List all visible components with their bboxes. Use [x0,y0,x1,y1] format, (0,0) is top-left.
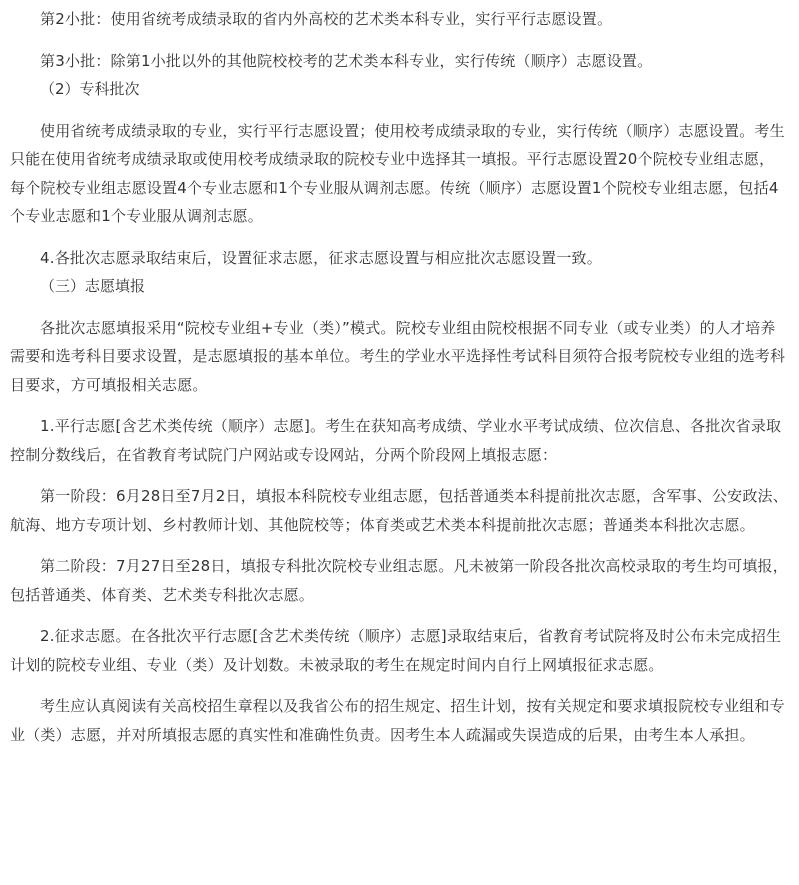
paragraph-stage-one: 第一阶段：6月28日至7月2日，填报本科院校专业组志愿，包括普通类本科提前批次志愿，含军事、公安政法、航海、地方专项计划、乡村教师计划、其他院校等；体育类或艺术类本科提前批次志愿；普通类本科批次志愿。 [10,487,788,534]
subheading-junior-college: （2）专科批次 [40,80,140,98]
paragraph-application-mode: 各批次志愿填报采用“院校专业组+专业（类）”模式。院校专业组由院校根据不同专业（或专业类）的人才培养需要和选考科目要求设置，是志愿填报的基本单位。考生的学业水平选择性考试科目须符合报考院校专业组的选考科目要求，方可填报相关志愿。 [10,318,786,394]
paragraph-stage-two: 第二阶段：7月27日至28日，填报专科批次院校专业组志愿。凡未被第一阶段各批次高校录取的考生均可填报，包括普通类、体育类、艺术类专科批次志愿。 [10,557,788,604]
paragraph-batch-3: 第3小批：除第1小批以外的其他院校校考的艺术类本科专业，实行传统（顺序）志愿设置。 [40,51,653,70]
paragraph-supplementary: 4.各批次志愿录取结束后，设置征求志愿，征求志愿设置与相应批次志愿设置一致。 [40,248,602,267]
paragraph-junior-college: 使用省统考成绩录取的专业，实行平行志愿设置；使用校考成绩录取的专业，实行传统（顺序）志愿设置。考生只能在使用省统考成绩录取或使用校考成绩录取的院校专业中选择其一填报。平行志愿设置20个院校专业组志愿，每个院校专业组志愿设置4个专业志愿和1个专业服从调剂志愿。传统（顺序）志愿设置1个院校专业组志愿，包括4个专业志愿和1个专业服从调剂志愿。 [10,121,785,225]
paragraph-parallel-choices: 1.平行志愿[含艺术类传统（顺序）志愿]。考生在获知高考成绩、学业水平考试成绩、位次信息、各批次省录取控制分数线后，在省教育考试院门户网站或专设网站，分两个阶段网上填报志愿： [10,417,782,464]
paragraph-supplementary-choices: 2.征求志愿。在各批次平行志愿[含艺术类传统（顺序）志愿]录取结束后，省教育考试院将及时公布未完成招生计划的院校专业组、专业（类）及计划数。未被录取的考生在规定时间内自行上网填报征求志愿。 [10,627,782,674]
paragraph-notice: 考生应认真阅读有关高校招生章程以及我省公布的招生规定、招生计划，按有关规定和要求填报院校专业组和专业（类）志愿，并对所填报志愿的真实性和准确性负责。因考生本人疏漏或失误造成的后果，由考生本人承担。 [10,697,785,744]
section-heading-application: （三）志愿填报 [40,277,146,295]
paragraph-batch-2: 第2小批：使用省统考成绩录取的省内外高校的艺术类本科专业，实行平行志愿设置。 [40,10,613,28]
